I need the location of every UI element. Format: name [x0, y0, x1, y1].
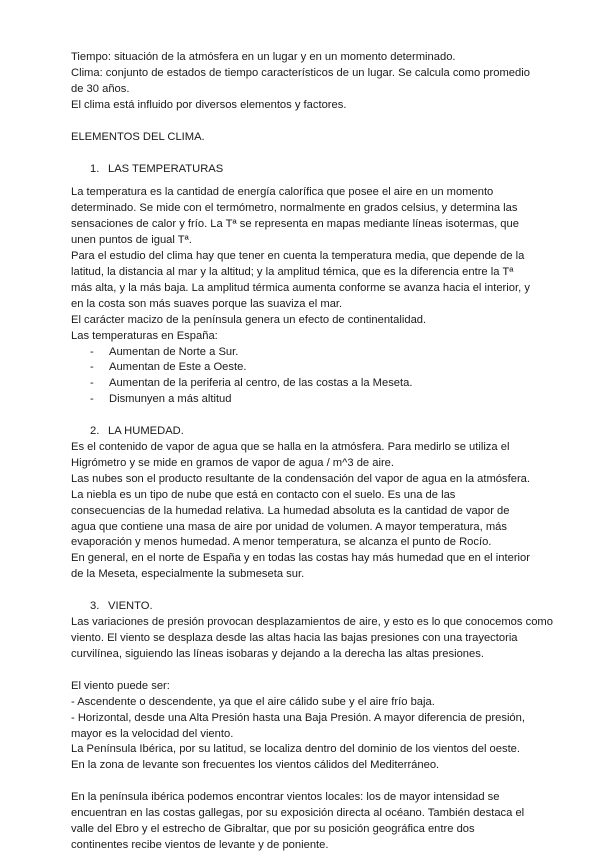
intro-line: Clima: conjunto de estados de tiempo característicos de un lugar. Se calcula como promedio	[71, 66, 530, 79]
paragraph-line: En la península ibérica podemos encontrar vientos locales: los de mayor intensidad se	[71, 791, 500, 804]
document-page	[71, 50, 553, 854]
list-item-text: Dismunyen a más altitud	[109, 393, 232, 406]
paragraph-line: curvilínea, siguiendo las líneas isobaras y dejando a la derecha las altas presiones.	[71, 647, 484, 660]
paragraph-line: agua que contiene una masa de aire por unidad de volumen. A mayor temperatura, más	[71, 520, 507, 533]
intro-line: de 30 años.	[71, 82, 130, 95]
list-item-text: Aumentan de la periferia al centro, de las costas a la Meseta.	[109, 377, 413, 390]
paragraph-line: Las variaciones de presión provocan desplazamientos de aire, y esto es lo que conocemos como	[71, 616, 553, 629]
paragraph-line: En general, en el norte de España y en todas las costas hay más humedad que en el interior	[71, 552, 530, 565]
paragraph-line: La niebla es un tipo de nube que está en contacto con el suelo. Es una de las	[71, 488, 456, 501]
paragraph-line: El carácter macizo de la península genera un efecto de continentalidad.	[71, 313, 427, 326]
paragraph-line: unen puntos de igual Tª.	[71, 234, 192, 247]
section-heading-viento	[71, 599, 531, 615]
section-number: 3.	[90, 600, 100, 613]
section-heading-temperaturas	[71, 162, 531, 178]
bullet-mark: -	[90, 361, 94, 374]
list-item-text: Aumentan de Este a Oeste.	[109, 361, 247, 374]
paragraph-line: continentes recibe vientos de levante y de poniente.	[71, 838, 329, 851]
paragraph-line: - Horizontal, desde una Alta Presión hasta una Baja Presión. A mayor diferencia de presión,	[71, 711, 525, 724]
paragraph-line: valle del Ebro y el estrecho de Gibraltar, que por su posición geográfica entre dos	[71, 823, 475, 836]
paragraph-line: encuentran en las costas gallegas, por su exposición directa al océano. También destaca el	[71, 807, 525, 820]
paragraph-line: Las temperaturas en España:	[71, 329, 218, 342]
section-title: VIENTO.	[108, 600, 153, 613]
intro-line: El clima está influido por diversos elementos y factores.	[71, 98, 347, 111]
paragraph-line: Higrómetro y se mide en gramos de vapor de agua / m^3 de aire.	[71, 456, 395, 469]
list-item	[71, 360, 531, 376]
section-heading-humedad	[71, 424, 531, 440]
list-item	[71, 376, 531, 392]
paragraph-line: Las nubes son el producto resultante de la condensación del vapor de agua en la atmósfera.	[71, 472, 530, 485]
paragraph-line: de la Meseta, especialmente la submeseta sur.	[71, 568, 305, 581]
paragraph-line: Para el estudio del clima hay que tener en cuenta la temperatura media, que depende de la	[71, 250, 525, 263]
paragraph-line: sensaciones de calor y frío. La Tª se representa en mapas mediante líneas isotermas, que	[71, 218, 519, 231]
paragraph-line: latitud, la distancia al mar y la altitud; y la amplitud témica, que es la diferencia entre la Tª	[71, 265, 514, 278]
bullet-mark: -	[90, 377, 94, 390]
section-title: LA HUMEDAD.	[108, 425, 184, 438]
paragraph-line: determinado. Se mide con el termómetro, normalmente en grados celsius, y determina las	[71, 202, 518, 215]
paragraph-line: consecuencias de la humedad relativa. La humedad absoluta es la cantidad de vapor de	[71, 504, 510, 517]
document-title: ELEMENTOS DEL CLIMA.	[71, 130, 205, 143]
paragraph-line: evaporación y menos humedad. A menor temperatura, se alcanza el punto de Rocío.	[71, 536, 492, 549]
list-item	[71, 392, 531, 408]
paragraph-line: mayor es la velocidad del viento.	[71, 727, 234, 740]
section-number: 2.	[90, 425, 100, 438]
paragraph-line: Es el contenido de vapor de agua que se halla en la atmósfera. Para medirlo se utiliza el	[71, 441, 510, 454]
list-item-text: Aumentan de Norte a Sur.	[109, 345, 239, 358]
bullet-mark: -	[90, 393, 94, 406]
section-number: 1.	[90, 162, 100, 175]
paragraph-line: En la zona de levante son frecuentes los vientos cálidos del Mediterráneo.	[71, 759, 440, 772]
paragraph-line: más alta, y la más baja. La amplitud térmica aumenta conforme se avanza hacia el interior, y	[71, 281, 530, 294]
bullet-mark: -	[90, 345, 94, 358]
paragraph-line: en la costa son más suaves porque las suaviza el mar.	[71, 297, 343, 310]
paragraph-line: La temperatura es la cantidad de energía calorífica que posee el aire en un momento	[71, 186, 494, 199]
section-title: LAS TEMPERATURAS	[108, 162, 224, 175]
paragraph-line: La Península Ibérica, por su latitud, se localiza dentro del dominio de los vientos del oeste.	[71, 743, 521, 756]
paragraph-line: - Ascendente o descendente, ya que el aire cálido sube y el aire frío baja.	[71, 695, 435, 708]
paragraph-line: viento. El viento se desplaza desde las altas hacia las bajas presiones con una trayectoria	[71, 632, 518, 644]
intro-line: Tiempo: situación de la atmósfera en un lugar y en un momento determinado.	[71, 51, 456, 63]
paragraph-line: El viento puede ser:	[71, 679, 170, 692]
list-item	[71, 345, 531, 361]
